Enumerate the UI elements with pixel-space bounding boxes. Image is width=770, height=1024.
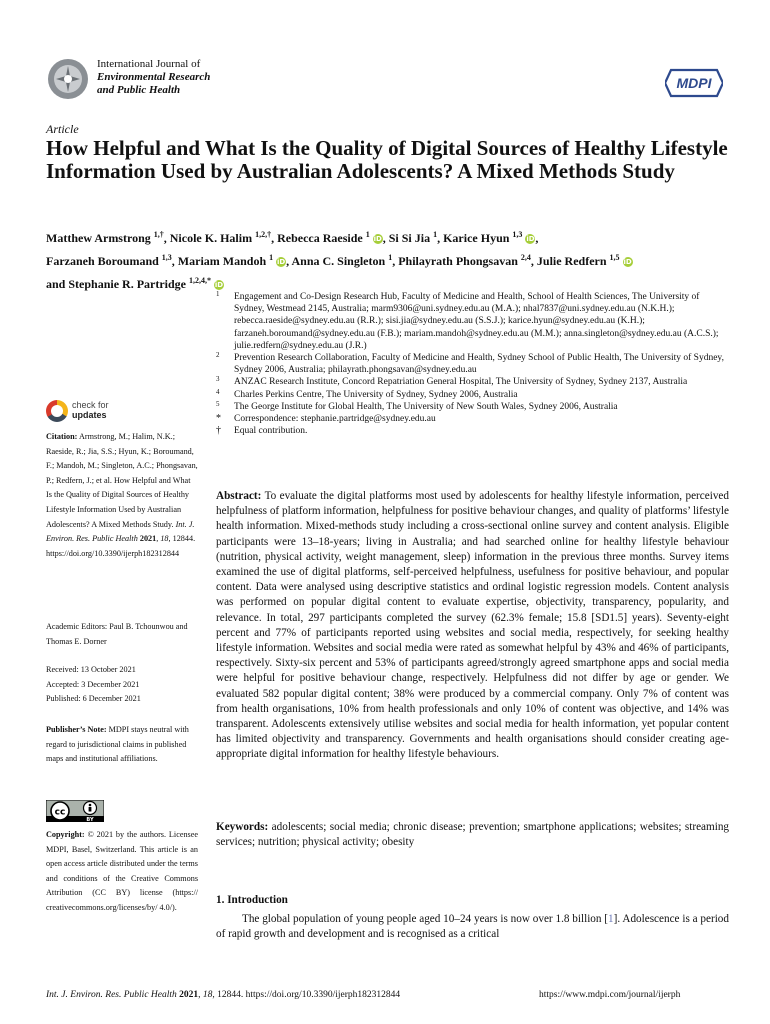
orcid-icon[interactable]: iD	[623, 258, 632, 266]
author-affiliation-marker: 1	[433, 230, 438, 239]
affiliation-marker: 5	[216, 399, 220, 408]
author-name[interactable]: Farzaneh Boroumand	[46, 254, 159, 268]
author-affiliation-marker: 2,4	[520, 253, 531, 262]
affiliation-text: Prevention Research Collaboration, Faculty of Medicine and Health, Sydney School of Public Health, The University of Sydney, Sydney 2006, Australia; philayrath.phongsavan@sydney.edu.au	[234, 353, 724, 376]
orcid-icon[interactable]: iD	[214, 281, 224, 289]
check-updates-line1: check for	[72, 400, 109, 410]
author-affiliation-marker: 1	[269, 253, 274, 262]
author-name[interactable]: Anna C. Singleton	[291, 254, 386, 268]
affiliation-marker: 3	[216, 375, 220, 384]
cc-by-license-icon[interactable]	[46, 800, 104, 822]
author-name[interactable]: Matthew Armstrong	[46, 231, 151, 245]
affiliation-item	[216, 352, 731, 376]
check-updates-icon	[46, 400, 68, 422]
copyright-label: Copyright:	[46, 830, 85, 839]
author-name[interactable]: Philayrath Phongsavan	[398, 254, 518, 268]
keywords	[216, 820, 729, 850]
citation-doi[interactable]: , 12844. https://doi.org/10.3390/ijerph182312844	[46, 534, 196, 558]
publisher-note-text: MDPI stays neutral with regard to jurisdictional claims in published maps and institutional affiliations.	[46, 725, 189, 764]
footer-journal-url[interactable]: https://www.mdpi.com/journal/ijerph	[539, 990, 681, 1000]
journal-name	[97, 58, 210, 97]
cc-by-label: BY	[86, 817, 94, 822]
accepted-date: Accepted: 3 December 2021	[46, 679, 140, 689]
affiliation-text: Equal contribution.	[234, 426, 308, 437]
author-name[interactable]: Rebecca Raeside	[277, 231, 363, 245]
reference-link-1[interactable]: 1	[608, 913, 614, 925]
author-affiliation-marker: 1,3	[512, 230, 523, 239]
check-for-updates-button[interactable]	[46, 398, 126, 426]
abstract	[216, 489, 729, 763]
author-name[interactable]: Si Si Jia	[388, 231, 431, 245]
author-affiliation-marker: 1,3	[161, 253, 172, 262]
journal-name-line3: and Public Health	[97, 84, 181, 96]
author-affiliation-marker: 1,†	[153, 230, 164, 239]
citation-year: 2021	[139, 534, 157, 544]
citation-text: Armstrong, M.; Halim, N.K.; Raeside, R.; Jia, S.S.; Hyun, K.; Boroumand, F.; Mandoh, M.; Singleton, A.C.; Phongsavan, P.; Redfern, J.; et al. How Helpful and What Is the Quality of Digital Sources of Healthy Lifestyle Information Used by Australian Adolescents? A Mixed Methods Study.	[46, 432, 198, 529]
keywords-text: adolescents; social media; chronic disease; prevention; smartphone applications; websites; streaming services; nutrition; physical activity; obesity	[216, 821, 730, 849]
author-name[interactable]: Mariam Mandoh	[177, 254, 267, 268]
mdpi-logo-text: MDPI	[676, 75, 712, 91]
affiliation-marker: 2	[216, 351, 220, 360]
article-title: How Helpful and What Is the Quality of Digital Sources of Healthy Lifestyle Information Used by Australian Adolescents? A Mixed Methods Study	[46, 136, 728, 183]
footer-doi[interactable]: , 12844. https://doi.org/10.3390/ijerph182312844	[212, 990, 401, 1000]
affiliation-text: Charles Perkins Centre, The University of Sydney, Sydney 2006, Australia	[234, 389, 518, 400]
affiliation-item	[216, 389, 731, 401]
mdpi-logo	[665, 66, 723, 100]
publisher-note-label: Publisher’s Note:	[46, 725, 107, 734]
publisher-note	[46, 723, 198, 767]
article-type: Article	[46, 122, 79, 136]
author-affiliation-marker: 1,5	[609, 253, 620, 262]
journal-logo	[47, 58, 89, 100]
author-list: Matthew Armstrong $^{1,\dagger}$, Nicole K. Halim $^{1,2,\dagger}$, Rebecca Raeside $^1$ iD, Si Si Jia $^1$, Karice Hyun $^{1,3}$ iD, Farzaneh Boroumand $^{1,3}$, Mariam Mandoh $^1$ iD, Anna C. Singleton $^1$, Philayrath Phongsavan $^{2,4}$, Julie Redfern $^{1,5}$ iD and Stephanie R. Partridge $^{1,2,4,*}$ iD	[46, 230, 632, 291]
received-date: Received: 13 October 2021	[46, 665, 136, 674]
author-name[interactable]: Nicole K. Halim	[169, 231, 253, 245]
section-heading-introduction: 1. Introduction	[216, 894, 288, 906]
intro-text-1: The global population of young people aged 10–24 years is now over 1.8 billion [	[242, 913, 609, 925]
affiliation-item	[216, 291, 731, 352]
author-name[interactable]: Julie Redfern	[536, 254, 607, 268]
orcid-icon[interactable]: iD	[373, 235, 382, 243]
academic-editors: Academic Editors: Paul B. Tchounwou and Thomas E. Dorner	[46, 622, 188, 646]
affiliation-text: The George Institute for Global Health, The University of New South Wales, Sydney 2006, Australia	[234, 401, 618, 412]
svg-text:cc: cc	[54, 807, 66, 818]
affiliation-text: Correspondence: stephanie.partridge@sydney.edu.au	[234, 414, 436, 425]
author-affiliation-marker: 1,2,†	[255, 230, 272, 239]
intro-text-2: ]. Adolescence is a period of rapid growth and development and is recognised as a critical	[216, 913, 729, 941]
footer-journal: Int. J. Environ. Res. Public Health	[46, 990, 177, 1000]
copyright-notice	[46, 828, 198, 916]
affiliation-text: ANZAC Research Institute, Concord Repatriation General Hospital, The University of Sydney, Sydney 2137, Australia	[234, 377, 688, 388]
affiliation-text: Engagement and Co-Design Research Hub, Faculty of Medicine and Health, School of Health Sciences, The University of Sydney, Westmead 2145, Australia; marm9306@uni.sydney.edu.au (M.A.); nhal7837@uni.sydney.edu.au (N.K.H.); rebecca.raeside@sydney.edu.au (R.R.); sisi.jia@sydney.edu.au (S.S.J.); karice.hyun@sydney.edu.au (K.H.); farzaneh.boroumand@sydney.edu.au (F.B.); mariam.mandoh@sydney.edu.au (M.M.); anna.singleton@sydney.edu.au (A.C.S.); julie.redfern@sydney.edu.au (J.R.)	[234, 292, 719, 351]
footer-year: 2021	[179, 990, 199, 1000]
footer-citation: Int. J. Environ. Res. Public Health 2021, 18, 12844. https://doi.org/10.3390/ijerph182312844	[46, 990, 401, 1000]
check-updates-line2: updates	[72, 410, 107, 420]
published-date: Published: 6 December 2021	[46, 694, 141, 704]
author-affiliation-marker: 1,2,4,*	[189, 276, 212, 285]
orcid-icon[interactable]: iD	[277, 258, 286, 266]
journal-name-line2: Environmental Research	[97, 71, 211, 83]
author-affiliation-marker: 1	[388, 253, 393, 262]
citation-label: Citation:	[46, 432, 78, 441]
author-name[interactable]: Karice Hyun	[443, 231, 510, 245]
citation-block: Citation: Armstrong, M.; Halim, N.K.; Raeside, R.; Jia, S.S.; Hyun, K.; Boroumand, F.; Mandoh, M.; Singleton, A.C.; Phongsavan, P.; Redfern, J.; et al. How Helpful and What Is the Quality of Digital Sources of Healthy Lifestyle Information Used by Australian Adolescents? A Mixed Methods Study. Int. J. Environ. Res. Public Health 2021, 18, 12844. https://doi.org/10.3390/ijerph182312844	[46, 432, 198, 558]
affiliation-marker: *	[216, 413, 221, 425]
affiliation-marker: 1	[216, 290, 220, 298]
affiliation-item	[216, 413, 731, 425]
affiliation-marker: †	[216, 425, 221, 437]
abstract-text: To evaluate the digital platforms most used by adolescents for healthy lifestyle information, perceived helpfulness of platform information, helpfulness for positive behaviour changes, and quality of platforms’ lifestyle health information. Mixed-methods study including a cross-sectional online survey and content analysis. Eligible participants were 13–18-years; living in Australia; and had searched online for healthy lifestyle behaviour (nutrition, physical activity, weight management, sleep) information in the previous three months. Survey items examined the use of digital platforms, self-perceived helpfulness, usefulness for positive behaviour, and popular content. Data were analysed using descriptive statistics and ordinal logistic regression models. Content analysis was performed on popular digital content to evaluate expertise, objectivity, transparency, popularity, and relevance. In total, 297 participants completed the survey (62.3% female; 15.8 [SD1.5] years). Seventy-eight percent and 77% of participants reported using websites and social media, respectively, for seeking healthy lifestyle information. Websites and social media were rated as somewhat helpful by 43% and 46% of participants, respectively. Sixty-six percent and 53% of participants agreed/strongly agreed smartphone apps and social media were helpful for positive behaviour change, respectively. Helpfulness did not differ by age or gender. We evaluated 582 popular digital content; 38% were produced by a commercial company. Only 7% of content was from health organisations, 10% from health professionals and only 10% of content was objective, and 14% was transparent. Adolescents extensively utilise websites and social media for health information, yet popular content has limited objectivity and transparency. Governments and health organisations should consider creating age-appropriate digital information for healthy lifestyle behaviours.	[216, 490, 729, 761]
abstract-label: Abstract:	[216, 490, 262, 502]
affiliation-marker: 4	[216, 387, 220, 396]
author-affiliation-marker: 1	[365, 230, 370, 239]
keywords-label: Keywords:	[216, 821, 269, 833]
orcid-icon[interactable]: iD	[526, 235, 535, 243]
citation-journal: Int. J. Environ. Res. Public Health	[46, 519, 195, 544]
affiliations	[216, 291, 731, 437]
citation-volume: 18	[160, 534, 169, 544]
introduction-paragraph	[216, 912, 729, 942]
affiliation-item	[216, 425, 731, 437]
author-name[interactable]: and Stephanie R. Partridge	[46, 277, 187, 291]
footer-volume: 18	[202, 990, 213, 1000]
copyright-text: © 2021 by the authors. Licensee MDPI, Basel, Switzerland. This article is an open access article distributed under the terms and conditions of the Creative Commons Attribution (CC BY) license (https:// creativecommons.org/licenses/by/ 4.0/).	[46, 830, 199, 912]
affiliation-item	[216, 376, 731, 388]
publication-dates	[46, 663, 198, 707]
affiliation-item	[216, 401, 731, 413]
journal-name-line1: International Journal of	[97, 58, 201, 70]
